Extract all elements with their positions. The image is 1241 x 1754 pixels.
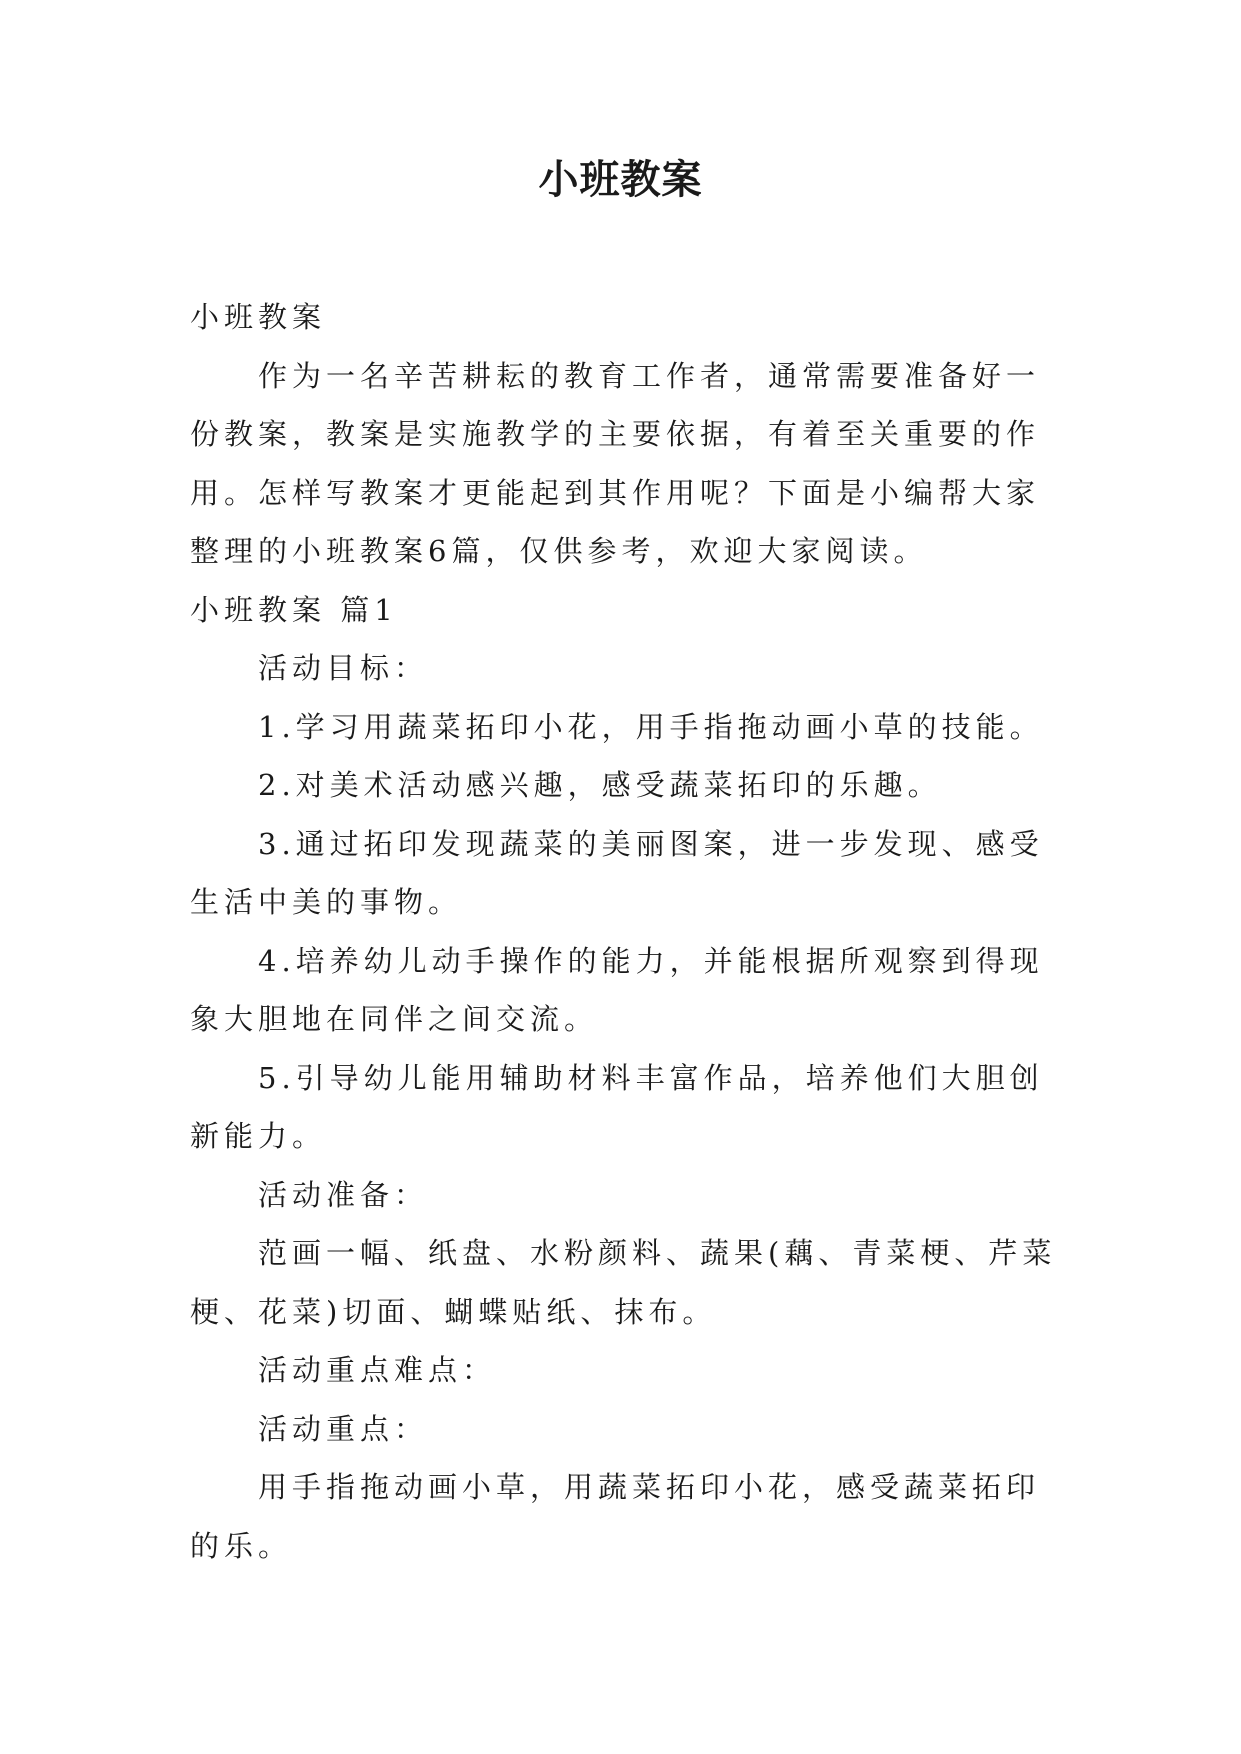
paragraph-key-content: 用手指拖动画小草，用蔬菜拓印小花，感受蔬菜拓印的乐。 (190, 1470, 1041, 1563)
paragraph-intro: 作为一名辛苦耕耘的教育工作者，通常需要准备好一份教案，教案是实施教学的主要依据，有着至关重要的作用。怎样写教案才更能起到其作用呢？下面是小编帮大家整理的小班教案6篇，仅供参考，欢迎大家阅读。 (190, 358, 1041, 568)
paragraph-goal-1: 1.学习用蔬菜拓印小花，用手指拖动画小草的技能。 (258, 709, 1044, 744)
paragraph-prep-label: 活动准备： (258, 1177, 429, 1212)
paragraph-goals-label: 活动目标： (258, 651, 429, 685)
paragraph-key-difficult-label: 活动重点难点： (258, 1353, 497, 1387)
paragraph-goal-5: 5.引导幼儿能用辅助材料丰富作品，培养他们大胆创新能力。 (190, 1060, 1044, 1153)
paragraph-prep-materials: 范画一幅、纸盘、水粉颜料、蔬果(藕、青菜梗、芹菜梗、花菜)切面、蝴蝶贴纸、抹布。 (190, 1236, 1057, 1329)
document-title: 小班教案 (538, 157, 703, 203)
paragraph-key-label: 活动重点： (258, 1411, 429, 1446)
paragraph-goal-2: 2.对美术活动感兴趣，感受蔬菜拓印的乐趣。 (258, 768, 942, 802)
paragraph-goal-4: 4.培养幼儿动手操作的能力，并能根据所观察到得现象大胆地在同伴之间交流。 (190, 943, 1044, 1036)
paragraph-heading: 小班教案 (190, 300, 327, 334)
paragraph-section-title: 小班教案 篇1 (190, 592, 398, 627)
document-body (190, 288, 1058, 1575)
paragraph-goal-3: 3.通过拓印发现蔬菜的美丽图案，进一步发现、感受生活中美的事物。 (190, 826, 1044, 919)
